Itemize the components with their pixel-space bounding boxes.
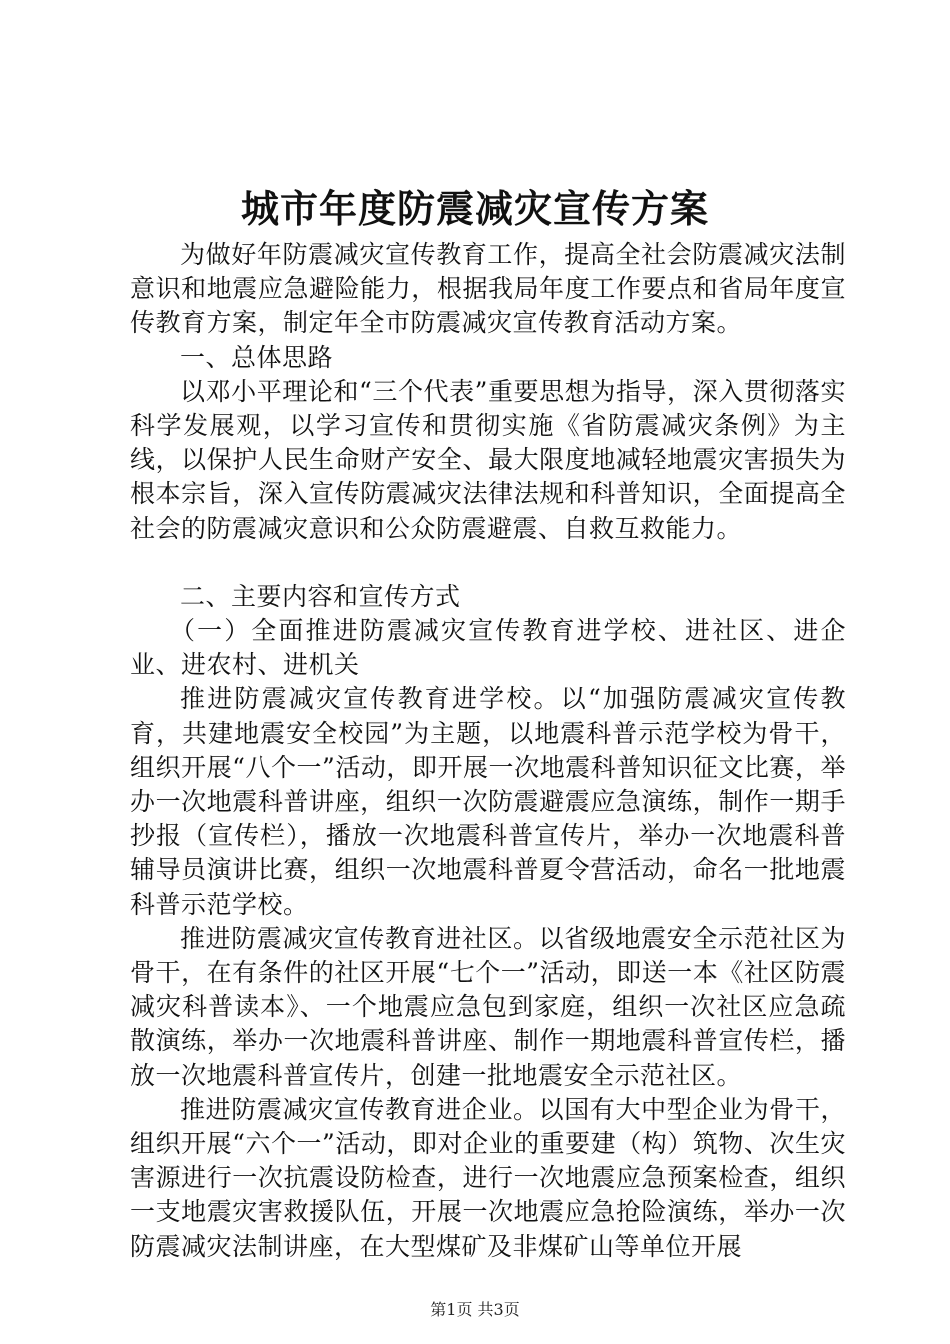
section1-paragraph: 以邓小平理论和“三个代表”重要思想为指导，深入贯彻落实科学发展观，以学习宣传和贯彻实施《省防震减灾条例》为主线，以保护人民生命财产安全、最大限度地减轻地震灾害损失为根本宗旨，深入宣传防震减灾法律法规和科普知识，全面提高全社会的防震减灾意识和公众防震避震、自救互救能力。	[130, 376, 846, 543]
school-paragraph: 推进防震减灾宣传教育进学校。以“加强防震减灾宣传教育，共建地震安全校园”为主题，以地震科普示范学校为骨干，组织开展“八个一”活动，即开展一次地震科普知识征文比赛，举办一次地震科普讲座，组织一次防震避震应急演练，制作一期手抄报（宣传栏），播放一次地震科普宣传片，举办一次地震科普辅导员演讲比赛，组织一次地震科普夏令营活动，命名一批地震科普示范学校。	[130, 684, 846, 919]
section2-heading: 二、主要内容和宣传方式	[180, 581, 461, 611]
section1-heading: 一、总体思路	[180, 342, 334, 372]
paragraph-gap	[130, 546, 846, 580]
subsection1-heading: （一）全面推进防震减灾宣传教育进学校、进社区、进企业、进农村、进机关	[130, 616, 846, 680]
document-title: 城市年度防震减灾宣传方案	[240, 186, 709, 231]
page-footer: 第1页 共3页	[430, 1300, 520, 1319]
document-body	[130, 238, 846, 1264]
community-paragraph: 推进防震减灾宣传教育进社区。以省级地震安全示范社区为骨干，在有条件的社区开展“七个一”活动，即送一本《社区防震减灾科普读本》、一个地震应急包到家庭，组织一次社区应急疏散演练，举办一次地震科普讲座、制作一期地震科普宣传栏，播放一次地震科普宣传片，创建一批地震安全示范社区。	[130, 923, 846, 1090]
intro-paragraph: 为做好年防震减灾宣传教育工作，提高全社会防震减灾法制意识和地震应急避险能力，根据我局年度工作要点和省局年度宣传教育方案，制定年全市防震减灾宣传教育活动方案。	[130, 240, 846, 338]
enterprise-paragraph: 推进防震减灾宣传教育进企业。以国有大中型企业为骨干，组织开展“六个一”活动，即对企业的重要建（构）筑物、次生灾害源进行一次抗震设防检查，进行一次地震应急预案检查，组织一支地震灾害救援队伍，开展一次地震应急抢险演练，举办一次防震减灾法制讲座，在大型煤矿及非煤矿山等单位开展	[130, 1094, 846, 1261]
